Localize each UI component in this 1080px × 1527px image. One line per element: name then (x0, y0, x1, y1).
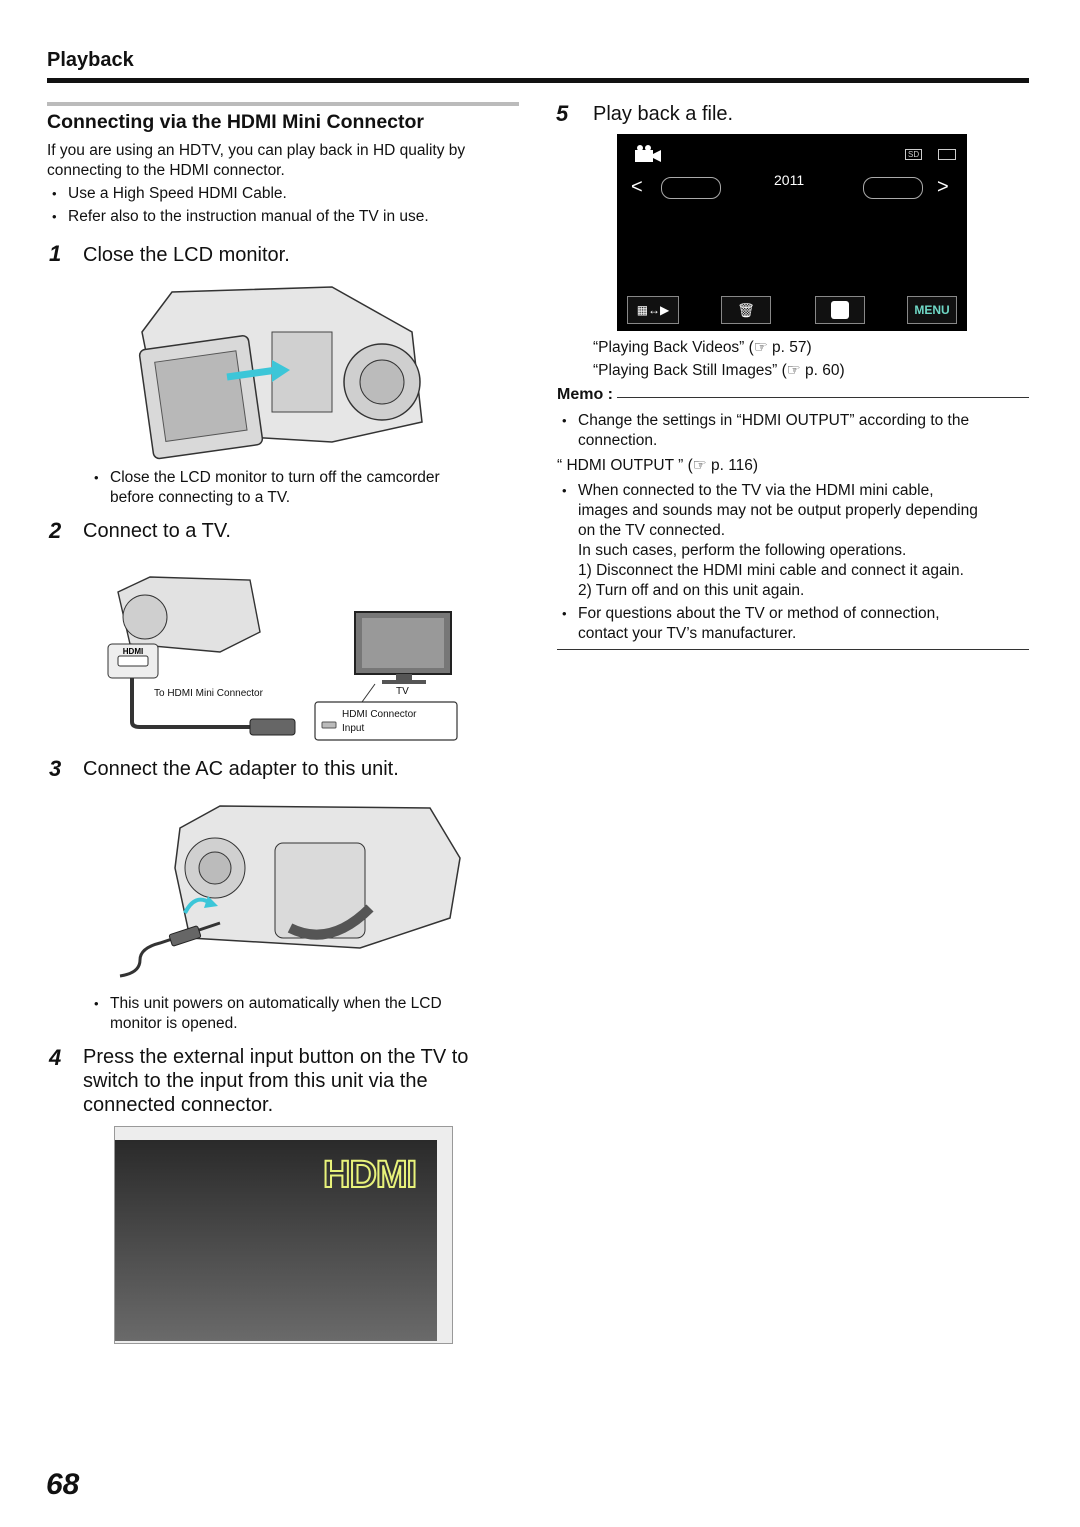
video-mode-icon (633, 144, 663, 164)
memo-bullet-1-line-1: • Change the settings in “HDMI OUTPUT” according to the (578, 411, 969, 431)
memo-ref-hdmi-output[interactable]: “ HDMI OUTPUT ” (☞ p. 116) (557, 457, 759, 474)
heading-rule (47, 102, 519, 106)
tv-hdmi-screen (114, 1126, 453, 1344)
hdmi-port-logo: HDMI (122, 647, 144, 656)
sd-card-icon: SD (905, 149, 922, 160)
step-2-number: 2 (49, 518, 62, 543)
page-number: 68 (46, 1468, 80, 1501)
memo-bullet-2-line-5: 1) Disconnect the HDMI mini cable and connect it again. (578, 562, 964, 579)
header-rule (47, 78, 1029, 83)
screen-year: 2011 (774, 172, 805, 188)
battery-icon (938, 149, 956, 160)
step-4-number: 4 (49, 1045, 62, 1070)
memo-bullet-2-line-2: images and sounds may not be output properly depending (578, 502, 978, 519)
hdmi-logo: HDMI (323, 1154, 417, 1196)
step-4-text-line-1: Press the external input button on the TV to (83, 1046, 469, 1068)
step-4-text-line-2: switch to the input from this unit via the (83, 1070, 428, 1092)
memo-bullet-3-line-1: • For questions about the TV or method of connection, (578, 604, 940, 624)
intro-bullet-1: • Use a High Speed HDMI Cable. (68, 184, 287, 204)
ref-playing-stills[interactable]: “Playing Back Still Images” (☞ p. 60) (593, 362, 845, 379)
camcorder-close-lcd-illustration (132, 272, 432, 462)
step-3-note-line-2: monitor is opened. (110, 1015, 238, 1032)
step-1-note-line-1: • Close the LCD monitor to turn off the camcorder (110, 468, 440, 488)
label-tv: TV (396, 686, 409, 697)
step-1-text: Close the LCD monitor. (83, 244, 290, 266)
label-hdmi-connector: HDMI Connector (342, 709, 417, 720)
intro-line-2: connecting to the HDMI connector. (47, 162, 285, 179)
tv-screen-area (115, 1140, 437, 1341)
next-arrow[interactable]: > (937, 176, 949, 198)
memo-bullet-2-line-1: • When connected to the TV via the HDMI mini cable, (578, 481, 934, 501)
step-4-text-line-3: connected connector. (83, 1094, 274, 1116)
step-5-text: Play back a file. (593, 103, 734, 125)
intro-line-1: If you are using an HDTV, you can play back in HD quality by (47, 142, 466, 159)
camcorder-screen (617, 134, 967, 331)
ac-adapter-illustration (100, 798, 470, 988)
memo-bullet-3-line-2: contact your TV’s manufacturer. (578, 625, 797, 642)
memo-bullet-2-line-6: 2) Turn off and on this unit again. (578, 582, 805, 599)
memo-bullet-2-line-3: on the TV connected. (578, 522, 726, 539)
memo-top-line (617, 397, 1029, 398)
step-2-text: Connect to a TV. (83, 520, 231, 542)
trash-icon[interactable]: 🗑 (721, 296, 771, 324)
memo-bullet-2-line-4: In such cases, perform the following operations. (578, 542, 907, 559)
step-1-number: 1 (49, 241, 62, 266)
prev-arrow[interactable]: < (631, 176, 643, 198)
step-3-note-line-1: • This unit powers on automatically when the LCD (110, 994, 442, 1014)
step-3-number: 3 (49, 756, 62, 781)
step-1-note-line-2: before connecting to a TV. (110, 489, 291, 506)
intro-bullet-2: • Refer also to the instruction manual of the TV in use. (68, 207, 429, 227)
step-5-number: 5 (556, 101, 569, 126)
page-heading: Connecting via the HDMI Mini Connector (47, 111, 425, 133)
memo-label: Memo : (557, 386, 613, 403)
prev-date-button[interactable] (661, 177, 721, 199)
next-date-button[interactable] (863, 177, 923, 199)
memo-bullet-1-line-2: connection. (578, 432, 658, 449)
step-3-text: Connect the AC adapter to this unit. (83, 758, 399, 780)
menu-button[interactable]: MENU (907, 296, 957, 324)
label-input: Input (342, 723, 365, 734)
ref-playing-videos[interactable]: “Playing Back Videos” (☞ p. 57) (593, 339, 812, 356)
section-title: Playback (47, 49, 134, 71)
playback-mode-icon[interactable]: ▦↔▶ (627, 296, 679, 324)
label-to-hdmi-mini: To HDMI Mini Connector (154, 688, 263, 699)
memo-bottom-line (557, 649, 1029, 650)
settings-icon[interactable] (815, 296, 865, 324)
